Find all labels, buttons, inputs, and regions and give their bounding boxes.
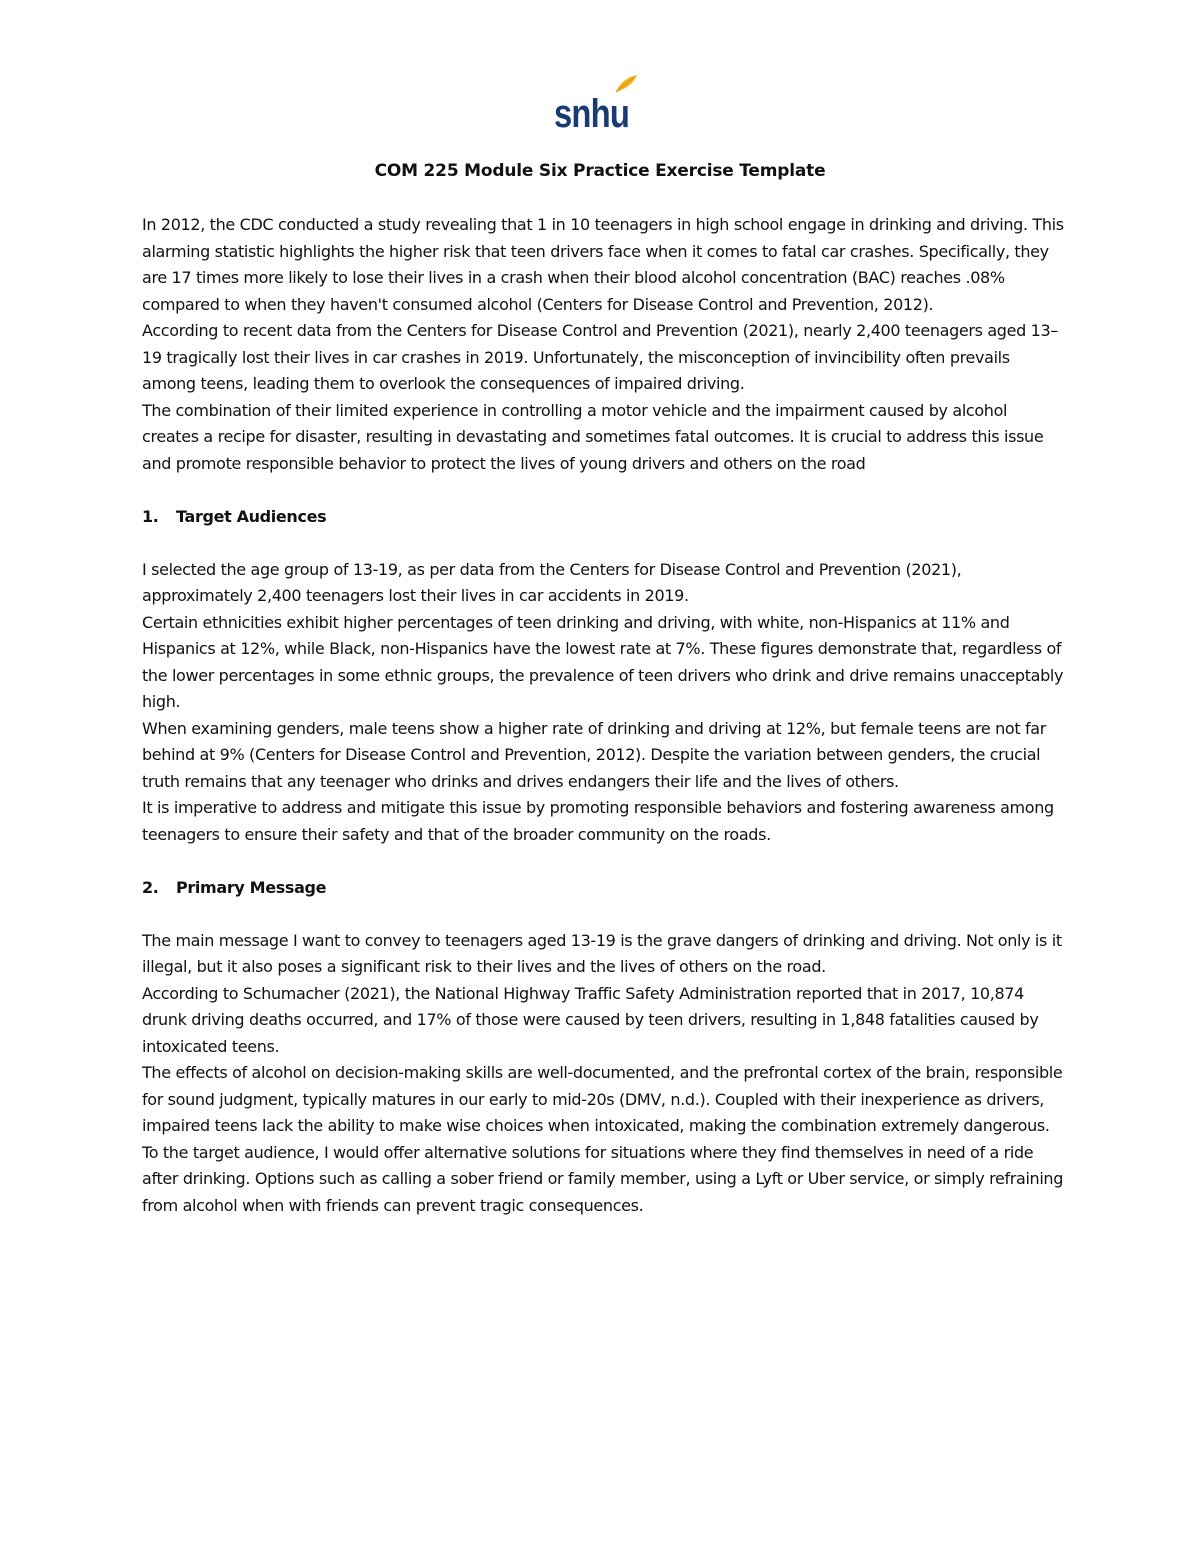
intro-paragraph-1: In 2012, the CDC conducted a study revealing that 1 in 10 teenagers in high school engage in drinking and driving. This alarming statistic highlights the higher risk that teen drivers face when it comes to fatal car crashes. Specifically, they are 17 times more likely to lose their lives in a crash when their blood alcohol concentration (BAC) reaches .08% compared to when they haven't consumed alcohol (Centers for Disease Control and Prevention, 2012). xyxy=(142,215,1064,314)
logo-text: snhu xyxy=(554,92,630,136)
intro-paragraph-3: The combination of their limited experience in controlling a motor vehicle and the impairment caused by alcohol creates a recipe for disaster, resulting in devastating and sometimes fatal outcomes. It is crucial to address this issue and promote responsible behavior to protect the lives of young drivers and others on the road xyxy=(142,400,1044,473)
document-body xyxy=(142,212,1067,1219)
section-2-paragraph-2: According to Schumacher (2021), the National Highway Traffic Safety Administration reported that in 2017, 10,874 drunk driving deaths occurred, and 17% of those were caused by teen drivers, resulting in 1,848 fatalities caused by intoxicated teens. xyxy=(142,983,1039,1056)
section-title: Target Audiences xyxy=(176,506,327,526)
section-1-paragraph-3: When examining genders, male teens show a higher rate of drinking and driving at 12%, but female teens are not far behind at 9% (Centers for Disease Control and Prevention, 2012). Despite the variation between genders, the crucial truth remains that any teenager who drinks and drives endangers their life and the lives of others. xyxy=(142,718,1046,791)
snhu-logo xyxy=(554,74,644,134)
section-2-paragraph-3: The effects of alcohol on decision-making skills are well-documented, and the prefrontal cortex of the brain, responsible for sound judgment, typically matures in our early to mid-20s (DMV, n.d.). Coupled with their inexperience as drivers, impaired teens lack the ability to make wise choices when intoxicated, making the combination extremely dangerous. xyxy=(142,1063,1063,1135)
section-1-paragraph-4: It is imperative to address and mitigate this issue by promoting responsible behaviors and fostering awareness among teenagers to ensure their safety and that of the broader community on the roads. xyxy=(142,798,1054,844)
section-heading-primary-message xyxy=(142,875,1067,902)
section-1-paragraph-1: I selected the age group of 13-19, as per data from the Centers for Disease Control and Prevention (2021), approximately 2,400 teenagers lost their lives in car accidents in 2019. xyxy=(142,559,962,605)
leaf-icon xyxy=(614,74,638,94)
section-2-paragraph-4: To the target audience, I would offer alternative solutions for situations where they find themselves in need of a ride after drinking. Options such as calling a sober friend or family member, using a Lyft or Uber service, or simply refraining from alcohol when with friends can prevent tragic consequences. xyxy=(142,1142,1064,1215)
section-1-paragraph-2: Certain ethnicities exhibit higher percentages of teen drinking and driving, with white, non-Hispanics at 11% and Hispanics at 12%, while Black, non-Hispanics have the lowest rate at 7%. These figures demonstrate that, regardless of the lower percentages in some ethnic groups, the prevalence of teen drivers who drink and drive remains unacceptably high. xyxy=(142,612,1064,711)
intro-paragraph-2: According to recent data from the Centers for Disease Control and Prevention (2021), nearly 2,400 teenagers aged 13–19 tragically lost their lives in car crashes in 2019. Unfortunately, the misconception of invincibility often prevails among teens, leading them to overlook the consequences of impaired driving. xyxy=(142,321,1058,393)
section-number: 1. xyxy=(142,506,159,526)
section-title: Primary Message xyxy=(176,877,327,897)
section-number: 2. xyxy=(142,877,159,897)
section-2-paragraph-1: The main message I want to convey to teenagers aged 13-19 is the grave dangers of drinking and driving. Not only is it illegal, but it also poses a significant risk to their lives and the lives of others on the road. xyxy=(142,930,1062,976)
section-heading-target-audiences xyxy=(142,504,1067,531)
document-title: COM 225 Module Six Practice Exercise Template xyxy=(374,161,826,181)
